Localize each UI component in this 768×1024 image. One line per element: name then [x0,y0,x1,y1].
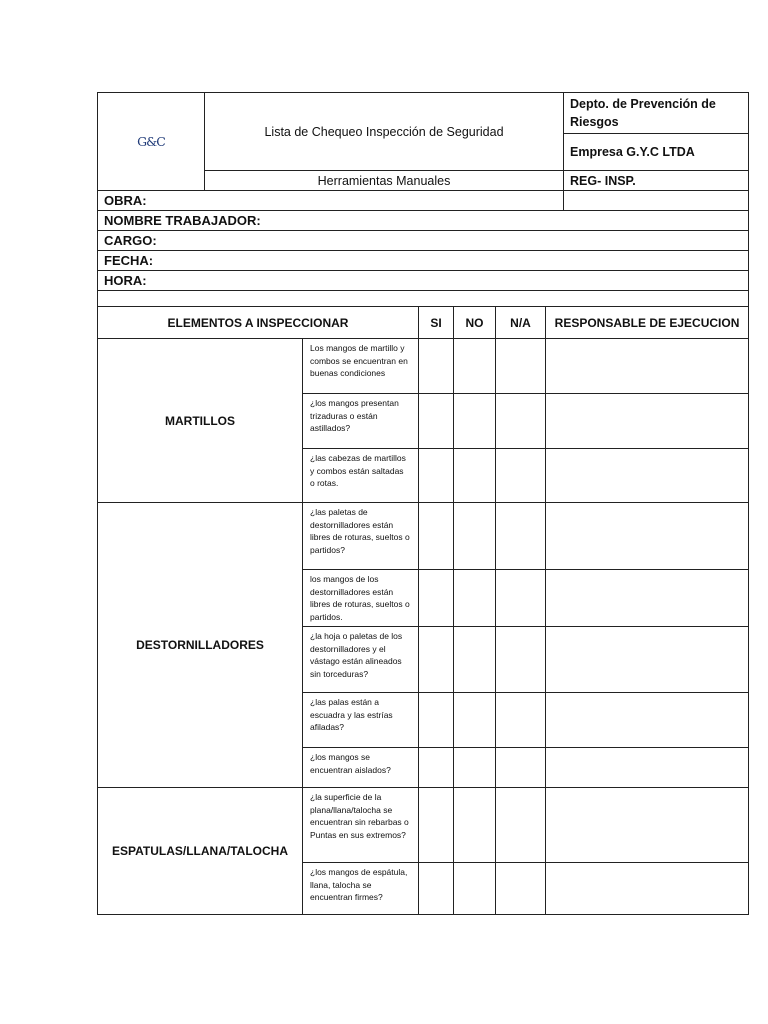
si-checkbox[interactable] [419,693,454,748]
responsable-cell[interactable] [546,394,749,449]
field-hora[interactable]: HORA: [98,271,749,291]
si-checkbox[interactable] [419,627,454,693]
field-obra[interactable]: OBRA: [98,191,564,211]
col-na: N/A [496,307,546,339]
check-item-label: ¿los mangos de espátula, llana, talocha se encuentran firmes? [303,863,419,915]
responsable-cell[interactable] [546,693,749,748]
form-header [97,92,749,191]
check-item-label: ¿los mangos se encuentran aislados? [303,748,419,788]
si-checkbox[interactable] [419,748,454,788]
na-checkbox[interactable] [496,570,546,627]
si-checkbox[interactable] [419,863,454,915]
company-name: Empresa G.Y.C LTDA [564,134,749,171]
col-si: SI [419,307,454,339]
responsable-cell[interactable] [546,449,749,503]
responsable-cell[interactable] [546,339,749,394]
check-item-label: ¿las palas están a escuadra y las estrías afiladas? [303,693,419,748]
field-obra-extra[interactable] [564,191,749,211]
na-checkbox[interactable] [496,503,546,570]
field-cargo[interactable]: CARGO: [98,231,749,251]
si-checkbox[interactable] [419,339,454,394]
inspection-form [97,92,748,915]
responsable-cell[interactable] [546,788,749,863]
responsable-cell[interactable] [546,748,749,788]
no-checkbox[interactable] [454,693,496,748]
form-subtitle: Herramientas Manuales [205,171,564,191]
check-item-label: Los mangos de martillo y combos se encuentran en buenas condiciones [303,339,419,394]
info-fields [97,190,749,307]
check-item-label: ¿la hoja o paletas de los destornilladores y el vástago están alineados sin torceduras? [303,627,419,693]
col-no: NO [454,307,496,339]
responsable-cell[interactable] [546,570,749,627]
reg-code: REG- INSP. [564,171,749,191]
no-checkbox[interactable] [454,394,496,449]
group-martillos: MARTILLOS [98,339,303,503]
group-espatulas: ESPATULAS/LLANA/TALOCHA [98,788,303,915]
si-checkbox[interactable] [419,788,454,863]
field-fecha[interactable]: FECHA: [98,251,749,271]
check-item-label: ¿las cabezas de martillos y combos están saltadas o rotas. [303,449,419,503]
no-checkbox[interactable] [454,570,496,627]
na-checkbox[interactable] [496,693,546,748]
si-checkbox[interactable] [419,449,454,503]
spacer-row [98,291,749,307]
si-checkbox[interactable] [419,503,454,570]
field-nombre-trabajador[interactable]: NOMBRE TRABAJADOR: [98,211,749,231]
responsable-cell[interactable] [546,863,749,915]
na-checkbox[interactable] [496,627,546,693]
si-checkbox[interactable] [419,570,454,627]
checklist-table [97,306,749,915]
group-destornilladores: DESTORNILLADORES [98,503,303,788]
form-title: Lista de Chequeo Inspección de Seguridad [205,93,564,171]
responsable-cell[interactable] [546,503,749,570]
na-checkbox[interactable] [496,339,546,394]
na-checkbox[interactable] [496,788,546,863]
check-item-label: ¿las paletas de destornilladores están libres de roturas, sueltos o partidos? [303,503,419,570]
na-checkbox[interactable] [496,449,546,503]
na-checkbox[interactable] [496,394,546,449]
no-checkbox[interactable] [454,339,496,394]
responsable-cell[interactable] [546,627,749,693]
no-checkbox[interactable] [454,748,496,788]
na-checkbox[interactable] [496,863,546,915]
company-logo: G&C [98,93,205,191]
col-responsable: RESPONSABLE DE EJECUCION [546,307,749,339]
check-item-label: ¿la superficie de la plana/llana/talocha se encuentran sin rebarbas o Puntas en sus extremos? [303,788,419,863]
no-checkbox[interactable] [454,449,496,503]
no-checkbox[interactable] [454,503,496,570]
department-label: Depto. de Prevención de Riesgos [564,93,749,134]
check-item-label: ¿los mangos presentan trizaduras o están astillados? [303,394,419,449]
check-item-label: los mangos de los destornilladores están libres de roturas, sueltos o partidos. [303,570,419,627]
si-checkbox[interactable] [419,394,454,449]
no-checkbox[interactable] [454,788,496,863]
col-elementos: ELEMENTOS A INSPECCIONAR [98,307,419,339]
no-checkbox[interactable] [454,863,496,915]
na-checkbox[interactable] [496,748,546,788]
no-checkbox[interactable] [454,627,496,693]
